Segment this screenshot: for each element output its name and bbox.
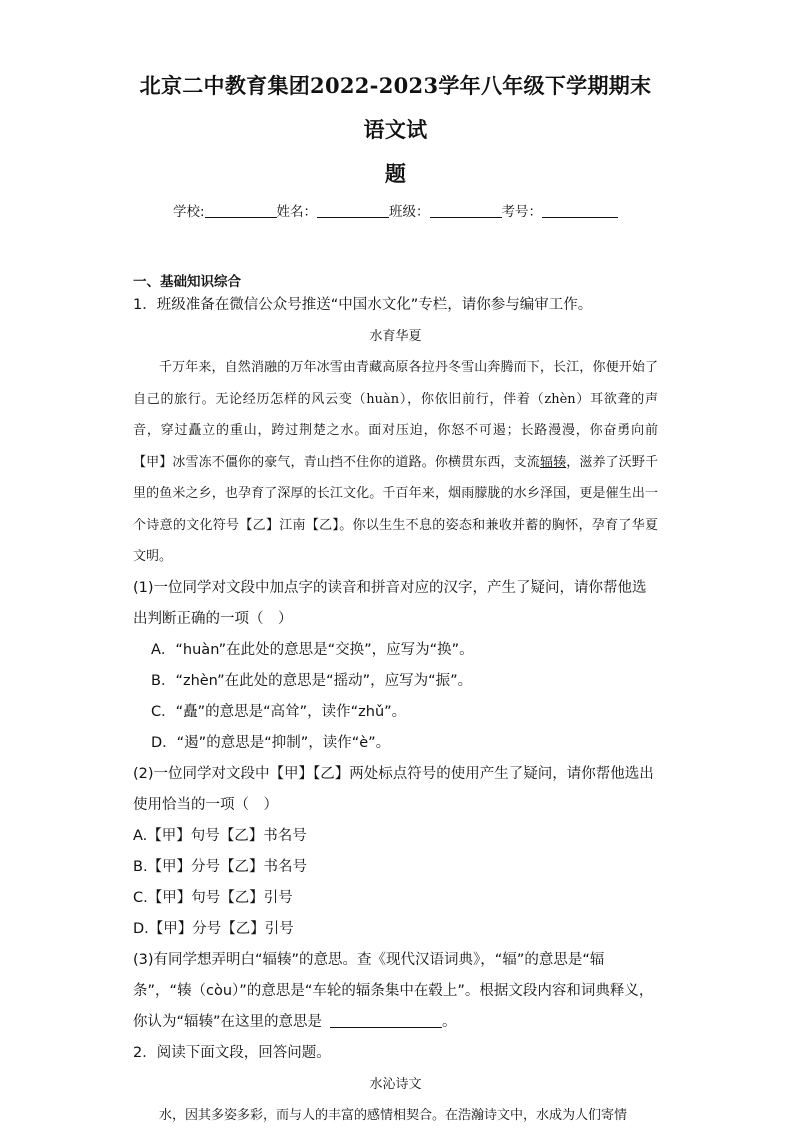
section-heading: 一、基础知识综合	[133, 270, 658, 290]
subquestion-3-end: 。	[442, 1014, 457, 1030]
sub1-option-a[interactable]: A．“huàn”在此处的意思是“交换”，应写为“换”。	[133, 635, 658, 666]
header	[133, 0, 658, 220]
school-blank[interactable]	[205, 217, 277, 218]
subquestion-3-stem: (3)有同学想弄明白“辐辏”的意思。查《现代汉语词典》，“辐”的意思是“辐条”，“辏（còu）”的意思是“车轮的辐条集中在毂上”。根据文段内容和词典释义，你认为“辐辏”在这里的意思是	[133, 952, 653, 1030]
sub2-option-a[interactable]: A.【甲】句号【乙】书名号	[133, 821, 658, 852]
passage-2: 水，因其多姿多彩，而与人的丰富的感情相契合。在浩瀚诗文中，水成为人们寄情	[133, 1100, 658, 1131]
answer-blank[interactable]	[330, 1027, 442, 1028]
exam-title-line1: 北京二中教育集团2022-2023学年八年级下学期期末语文试	[133, 64, 658, 152]
name-blank[interactable]	[317, 217, 389, 218]
sub2-option-d[interactable]: D.【甲】分号【乙】引号	[133, 914, 658, 945]
sub1-option-b[interactable]: B．“zhèn”在此处的意思是“摇动”，应写为“振”。	[133, 666, 658, 697]
class-label: 班级：	[389, 204, 430, 220]
sub2-option-b[interactable]: B.【甲】分号【乙】书名号	[133, 852, 658, 883]
sub1-option-c[interactable]: C．“矗”的意思是“高耸”，读作“zhǔ”。	[133, 697, 658, 728]
subquestion-3	[133, 945, 658, 1038]
passage-1-part-b: ，滋养了沃野千里的鱼米之乡，也孕育了深厚的长江文化。千百年来，烟雨朦胧的水乡泽国，更是催生出一个诗意的文化符号【乙】江南【乙】。你以生生不息的姿态和兼收并蓄的胸怀，孕育了华夏文明。	[133, 455, 658, 565]
passage-1-part-a: 千万年来，自然消融的万年冰雪由青藏高原各拉丹冬雪山奔腾而下，长江，你便开始了自己的旅行。无论经历怎样的风云变（huàn），你依旧前行，伴着（zhèn）耳欲聋的声音，穿过矗立的重山，跨过荆楚之水。面对压迫，你怒不可遏；长路漫漫，你奋勇向前【甲】冰雪冻不僵你的豪气，青山挡不住你的道路。你横贯东西，支流	[133, 360, 658, 470]
passage-1-underlined: 辐辏	[540, 455, 566, 470]
sub1-option-d[interactable]: D．“遏”的意思是“抑制”，读作“è”。	[133, 728, 658, 759]
school-label: 学校:	[173, 204, 205, 220]
exam-no-blank[interactable]	[542, 217, 618, 218]
passage-1	[133, 352, 658, 573]
class-blank[interactable]	[430, 217, 502, 218]
passage-2-title: 水沁诗文	[133, 1069, 658, 1100]
passage-1-title: 水育华夏	[133, 321, 658, 352]
exam-no-label: 考号：	[502, 204, 543, 220]
name-label: 姓名：	[277, 204, 318, 220]
exam-title-line2: 题	[133, 152, 658, 196]
question-2-stem: 2．阅读下面文段，回答问题。	[133, 1038, 658, 1069]
subquestion-1-stem: (1)一位同学对文段中加点字的读音和拼音对应的汉字，产生了疑问，请你帮他选出判断正确的一项（ ）	[133, 573, 658, 635]
sub2-option-c[interactable]: C.【甲】句号【乙】引号	[133, 883, 658, 914]
question-1-stem: 1．班级准备在微信公众号推送“中国水文化”专栏，请你参与编审工作。	[133, 290, 658, 321]
info-fields	[133, 200, 658, 220]
subquestion-2-stem: (2)一位同学对文段中【甲】【乙】两处标点符号的使用产生了疑问，请你帮他选出使用恰当的一项（ ）	[133, 759, 658, 821]
